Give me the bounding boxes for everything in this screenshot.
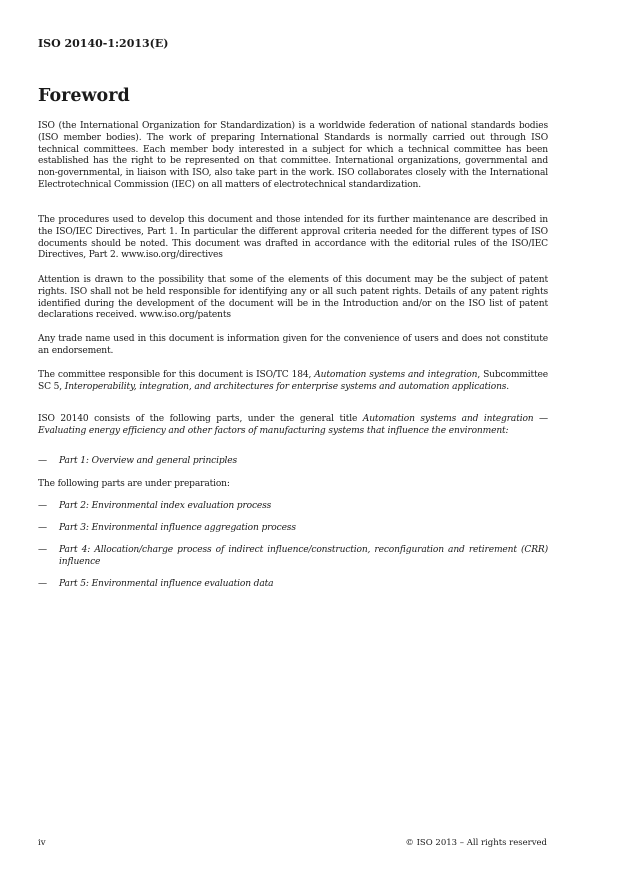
dash: — (38, 501, 47, 511)
dash: — (38, 456, 47, 466)
text: , Subcommittee SC 5, (38, 370, 548, 392)
text: The committee responsible for this document is ISO/TC 184, (38, 370, 315, 380)
dash: — (38, 523, 47, 533)
dash: — (38, 579, 47, 589)
part-title: Part 4: Allocation/charge process of indirect influence/construction, reconfiguration and retirement (CRR) influence (59, 545, 548, 567)
copyright-notice: © ISO 2013 – All rights reserved (405, 838, 547, 848)
text: ISO 20140 consists of the following parts, under the general title (38, 414, 363, 424)
part-title: Part 1: Overview and general principles (59, 456, 238, 466)
paragraph-committee (38, 370, 548, 394)
general-title: Automation systems and integration — Evaluating energy efficiency and other factors of manufacturing systems that influence the environment: (38, 414, 548, 436)
paragraph-iso-intro: ISO (the International Organization for Standardization) is a worldwide federation of national standards bodies (ISO member bodies). The work of preparing International Standards is normally carried out through ISO technical committees. Each member body interested in a subject for which a technical committee has been established has the right to be represented on that committee. International organizations, governmental and non-governmental, in liaison with ISO, also take part in the work. ISO collaborates closely with the International Electrotechnical Commission (IEC) on all matters of electrotechnical standardization. (38, 121, 548, 190)
part-title: Part 5: Environmental influence evaluation data (59, 579, 274, 589)
committee-title: Automation systems and integration (314, 370, 478, 380)
paragraph-patents: Attention is drawn to the possibility that some of the elements of this document may be the subject of patent rights. ISO shall not be held responsible for identifying any or all such patent rights. Details of any patent rights identified during the development of the document will be in the Introduction and/or on the ISO list of patent declarations received. www.iso.org/patents (38, 275, 548, 321)
page-number: iv (38, 838, 46, 848)
part-title: Part 3: Environmental influence aggregation process (59, 523, 296, 533)
list-item (38, 456, 548, 468)
part-title: Part 2: Environmental index evaluation process (59, 501, 272, 511)
list-item (38, 501, 548, 513)
list-item (38, 545, 548, 569)
paragraph-parts (38, 414, 548, 438)
paragraph-procedures: The procedures used to develop this document and those intended for its further maintenance are described in the ISO/IEC Directives, Part 1. In particular the different approval criteria needed for the different types of ISO documents should be noted. This document was drafted in accordance with the editorial rules of the ISO/IEC Directives, Part 2. www.iso.org/directives (38, 215, 548, 261)
dash: — (38, 545, 47, 555)
page-title: Foreword (38, 86, 130, 106)
text: . (506, 381, 510, 392)
paragraph-trade-name: Any trade name used in this document is information given for the convenience of users and does not constitute an endorsement. (38, 334, 548, 356)
subcommittee-title: Interoperability, integration, and architectures for enterprise systems and automation applications (64, 381, 507, 392)
list-item (38, 579, 548, 591)
list-item (38, 523, 548, 535)
paragraph-under-preparation: The following parts are under preparation: (38, 479, 230, 489)
document-id-header: ISO 20140-1:2013(E) (38, 37, 169, 50)
